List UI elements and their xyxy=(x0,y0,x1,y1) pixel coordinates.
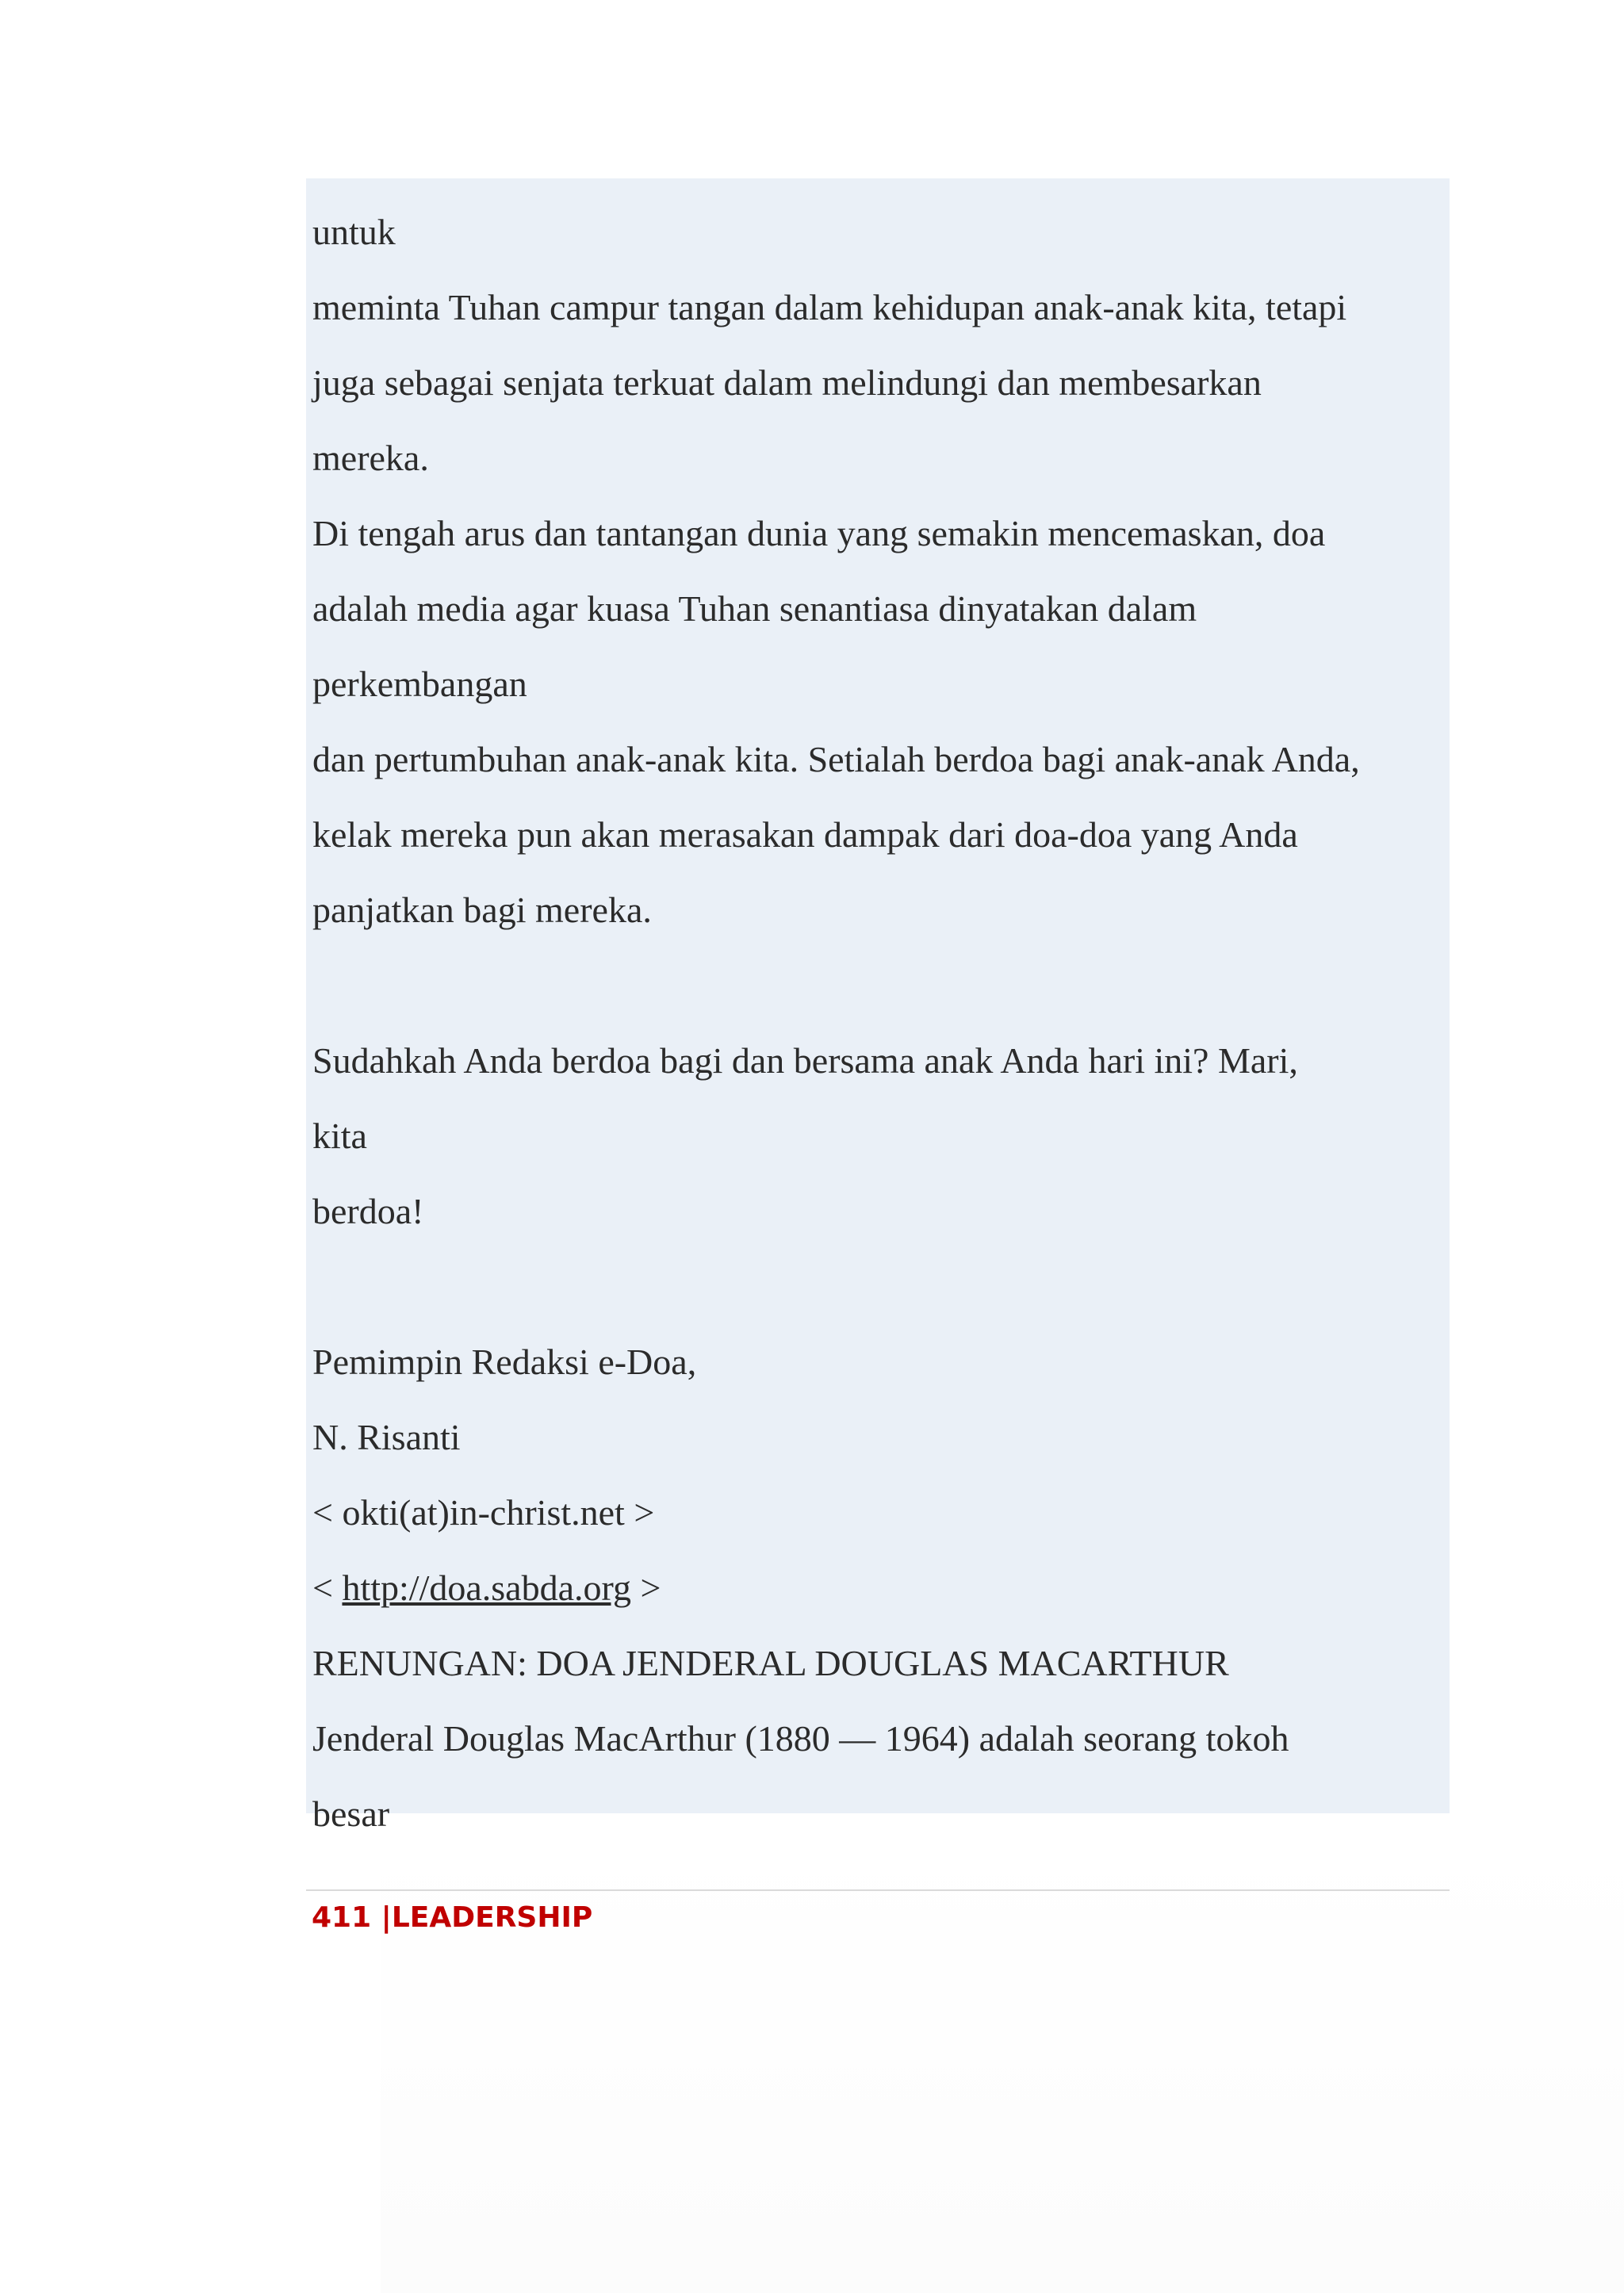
paragraph-gap xyxy=(312,947,1454,1023)
link-prefix: < xyxy=(312,1568,343,1608)
footer-divider xyxy=(306,1889,1450,1891)
section-title: RENUNGAN: DOA JENDERAL DOUGLAS MACARTHUR xyxy=(312,1643,1229,1683)
section-line: besar xyxy=(312,1793,390,1834)
body-line: kelak mereka pun akan merasakan dampak dari doa-doa yang Anda xyxy=(312,814,1298,855)
body-line: perkembangan xyxy=(312,664,527,704)
signature-website xyxy=(312,1550,1454,1625)
document-body xyxy=(312,194,1454,1851)
body-line: dan pertumbuhan anak-anak kita. Setialah berdoa bagi anak-anak Anda, xyxy=(312,739,1360,779)
closing-line: kita xyxy=(312,1116,367,1156)
paragraph-gap xyxy=(312,1249,1454,1324)
closing-line: berdoa! xyxy=(312,1191,424,1231)
signature-email: < okti(at)in-christ.net > xyxy=(312,1492,655,1533)
body-line: adalah media agar kuasa Tuhan senantiasa dinyatakan dalam xyxy=(312,588,1197,629)
body-line: meminta Tuhan campur tangan dalam kehidupan anak-anak kita, tetapi xyxy=(312,287,1347,327)
website-link[interactable]: http://doa.sabda.org xyxy=(342,1568,631,1608)
body-line: juga sebagai senjata terkuat dalam melindungi dan membesarkan xyxy=(312,362,1262,403)
body-line: mereka. xyxy=(312,438,429,478)
closing-line: Sudahkah Anda berdoa bagi dan bersama anak Anda hari ini? Mari, xyxy=(312,1040,1298,1081)
signature-role: Pemimpin Redaksi e-Doa, xyxy=(312,1342,697,1382)
page-footer: 411 |LEADERSHIP xyxy=(312,1901,593,1934)
signature-name: N. Risanti xyxy=(312,1417,461,1457)
section-line: Jenderal Douglas MacArthur (1880 — 1964) adalah seorang tokoh xyxy=(312,1718,1289,1759)
body-line: untuk xyxy=(312,212,396,252)
link-suffix: > xyxy=(631,1568,661,1608)
body-line: panjatkan bagi mereka. xyxy=(312,890,652,930)
body-line: Di tengah arus dan tantangan dunia yang semakin mencemaskan, doa xyxy=(312,513,1326,553)
